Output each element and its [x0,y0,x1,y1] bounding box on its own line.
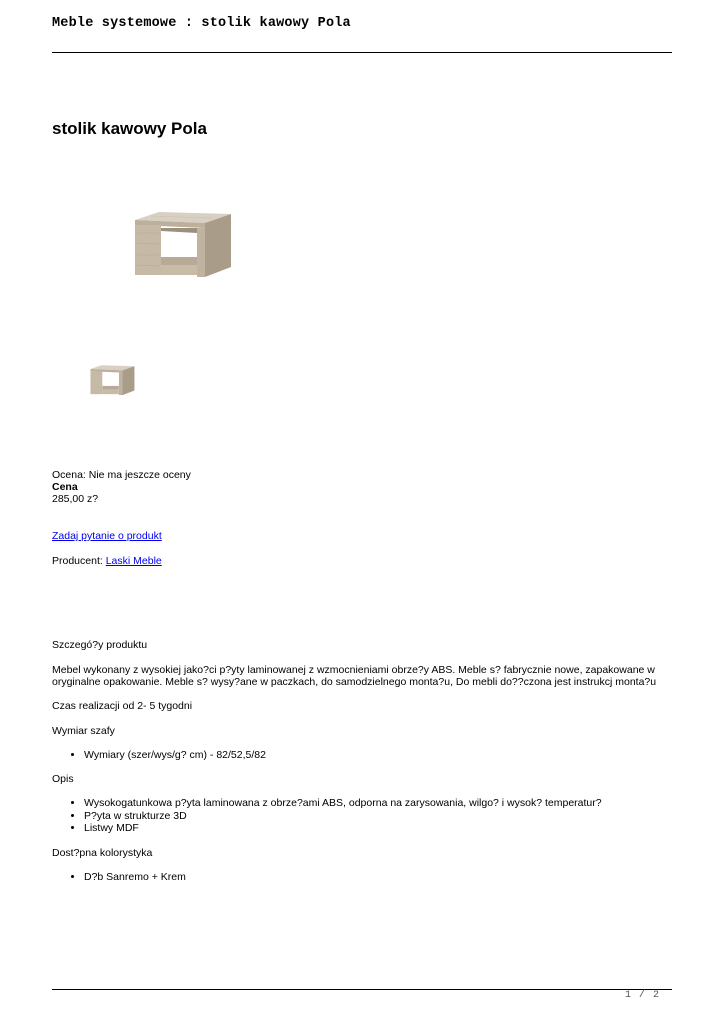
price-value: 285,00 z? [52,493,99,505]
price-label: Cena [52,481,78,493]
header-divider [52,52,672,53]
footer-divider [52,989,672,990]
page-header-title: Meble systemowe : stolik kawowy Pola [52,16,351,31]
colors-list [52,871,186,884]
ask-question-link[interactable]: Zadaj pytanie o produkt [52,530,162,542]
details-heading: Szczegó?y produktu [52,639,148,651]
list-item: • P?yta w strukturze 3D [84,810,602,823]
producer-label: Producent: [52,555,103,567]
page-number: 1 / 2 [625,990,661,1001]
dimensions-list [52,749,266,762]
product-thumbnail-image[interactable] [88,363,136,396]
opis-list [52,797,602,835]
producer-row [52,555,162,567]
dimensions-heading: Wymiar szafy [52,725,115,737]
opis-heading: Opis [52,773,74,785]
ask-question-row [52,530,162,542]
product-title: stolik kawowy Pola [52,119,207,138]
list-item: • Wymiary (szer/wys/g? cm) - 82/52,5/82 [84,749,266,762]
rating-text: Ocena: Nie ma jeszcze oceny [52,469,191,481]
colors-heading: Dost?pna kolorystyka [52,847,153,859]
list-item: • Wysokogatunkowa p?yta laminowana z obrze?ami ABS, odporna na zarysowania, wilgo? i wysok? temperatur? [84,797,602,810]
lead-time-text: Czas realizacji od 2- 5 tygodni [52,700,193,712]
producer-link[interactable]: Laski Meble [105,555,162,567]
product-description: Mebel wykonany z wysokiej jako?ci p?yty laminowanej z wzmocnieniami obrze?y ABS. Meble s? fabrycznie nowe, zapakowane w oryginalne opakowanie. Meble s? wysy?ane w paczkach, do samodzielnego monta?u, Do mebli do??czona jest instrukcj monta?u [52,664,657,688]
product-main-image[interactable] [131,207,233,279]
list-item: • Listwy MDF [84,822,602,835]
list-item: • D?b Sanremo + Krem [84,871,186,884]
